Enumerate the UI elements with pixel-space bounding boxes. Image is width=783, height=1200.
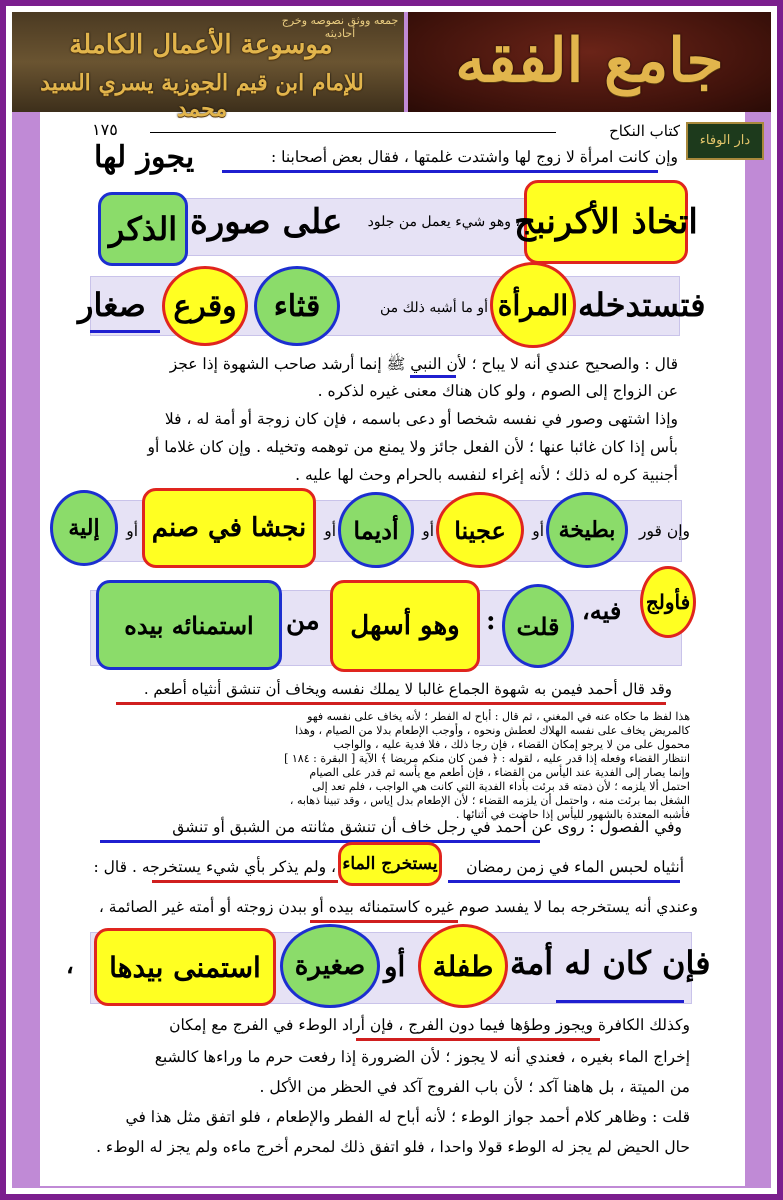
row4-or4: أو xyxy=(126,522,138,540)
para2: وقد قال أحمد فيمن به شهوة الجماع غالبا لا يملك نفسه ويخاف أن تنشق أنثياه أطعم . xyxy=(143,680,672,698)
footnote-line4: انتظار القضاء وفعله إذا قدر عليه ، لقوله : ﴿ فمن كان منكم مريضا ﴾ الآية [ البقرة : ١٨٤ ] xyxy=(284,752,690,765)
row7-a: أنثياه لحبس الماء في زمن رمضان xyxy=(466,858,684,876)
pill-qitha: قثاء xyxy=(254,266,340,346)
pill-marah: المرأة xyxy=(490,262,576,348)
compiler-note: جمعه ووثق نصوصه وخرج أحاديثه xyxy=(281,14,399,40)
para3-line3: من الميتة ، بل هاهنا آكد ؛ لأن باب الفروج آكد في الحظر من الأكل . xyxy=(259,1078,690,1096)
row3-small: أو ما أشبه ذلك من xyxy=(379,300,488,316)
row5-colon: : xyxy=(486,606,496,636)
pill-akranbaj: اتخاذ الأكرنبج xyxy=(524,180,688,264)
pill-ashal: وهو أسهل xyxy=(330,580,480,672)
banner-title-panel xyxy=(408,12,771,112)
pill-adim: أديما xyxy=(338,492,414,568)
para3-line4: قلت : وظاهر كلام أحمد جواز الوطء ؛ لأنه أباح له الفطر والإطعام ، فلو اتفق مثل هذا في xyxy=(125,1108,690,1126)
para1-line2: عن الزواج إلى الصوم ، ولو كان هناك معنى غيره لذكره . xyxy=(317,382,678,400)
row9-end: ، xyxy=(66,950,74,979)
row5-min: من xyxy=(286,606,320,636)
row3-big: فتستدخله xyxy=(578,286,706,324)
pill-istimna: استمنائه بيده xyxy=(96,580,282,670)
row1-big: يجوز لها xyxy=(94,140,195,175)
banner-series-panel xyxy=(12,12,404,122)
footnote-line6: احتمل ألا يلزمه ؛ لأن ذمته قد برئت بأداء الفدية التي كانت هي الواجب ، فلم تعد إلى xyxy=(312,780,690,793)
row2-small: ، وهو شيء يعمل من جلود xyxy=(367,214,520,230)
pill-najas-sanam: نجشا في صنم xyxy=(142,488,316,568)
pill-dhakar: الذكر xyxy=(98,192,188,266)
publisher-stamp: دار الوفاء xyxy=(686,122,764,160)
para1-line5: أجنبية كره له ذلك ؛ لأنه إغراء لنفسه بالحرام وحث لها عليه . xyxy=(295,466,678,484)
pill-fa-awlaj: فأولج xyxy=(640,566,696,638)
para3-line5: حال الحيض لم يجز له الوطء قولا واحدا ، فلو اتفق ذلك لمحرم أخرج ماءه ولم يجز له الوطء . xyxy=(96,1138,690,1156)
para1-line1: قال : والصحيح عندي أنه لا يباح ؛ لأن النبي ﷺ إنما أرشد صاحب الشهوة إذا عجز xyxy=(169,355,678,373)
pill-yastakhrij: يستخرج الماء xyxy=(338,842,442,886)
row2-big: على صورة xyxy=(190,202,343,242)
pill-saghira: صغيرة xyxy=(280,924,380,1008)
row5-fih: فيه، xyxy=(582,596,622,625)
para2-underline xyxy=(116,702,666,705)
row1-text: وإن كانت امرأة لا زوج لها واشتدت غلمتها ، فقال بعض أصحابنا : xyxy=(270,148,678,166)
para1-line3: وإذا اشتهى وصور في نفسه شخصا أو دعى باسمه ، فإن كان زوجة أو أمة له ، فلا xyxy=(164,410,678,428)
para3-underline xyxy=(356,1038,600,1041)
para1-underline xyxy=(410,375,456,378)
header-banner xyxy=(12,12,771,122)
running-header-book: كتاب النكاح xyxy=(609,122,680,140)
para3-line2: إخراج الماء بغيره ، فعندي أنه لا يجوز ؛ لأن الضرورة إذا رفعت حرم ما وراءها كالشبع xyxy=(154,1048,690,1066)
row4-lead: وإن قور xyxy=(638,522,690,540)
row7-underline-blue xyxy=(448,880,680,883)
footnote-line7: الشغل بما برئت منه ، واحتمل أن يلزمه القضاء ؛ لأن الإطعام بدل إياس ، وقد تبينا ذهابه ، xyxy=(289,794,690,807)
pill-qar: وقرع xyxy=(162,266,248,346)
page-number: ١٧٥ xyxy=(92,120,118,139)
row1-underline xyxy=(222,170,658,173)
row7-underline-red xyxy=(152,880,338,883)
book-title: جامع الفقه xyxy=(455,26,724,96)
row6: وفي الفصول : روى عن أحمد في رجل خاف أن تنشق مثانته من الشبق أو تنشق xyxy=(172,818,682,836)
running-header-rule xyxy=(150,132,556,133)
pill-sighar: صغار xyxy=(78,286,146,324)
footnote-line5: وإنما يصار إلى الفدية عند اليأس من القضاء ، فإن أطعم مع يأسه ثم قدر على الصيام xyxy=(309,766,690,779)
footnote-line1: هذا لفظ ما حكاه عنه في المغني ، ثم قال : أباح له الفطر ؛ لأنه يخاف على نفسه فهو xyxy=(307,710,690,723)
row9-underline xyxy=(556,1000,684,1003)
author-name: للإمام ابن قيم الجوزية يسري السيد محمد xyxy=(40,70,364,122)
pill-battikha: بطيخة xyxy=(546,492,628,568)
row8-underline xyxy=(310,920,458,923)
pill-ilya: إلية xyxy=(50,490,118,566)
pill-istamna: استمنى بيدها xyxy=(94,928,276,1006)
footnote-line8: فأشبه المعتدة بالشهور لليأس إذا حاضت في أثنائها . xyxy=(455,808,690,821)
row7-b: ، ولم يذكر بأي شيء يستخرجه . قال : xyxy=(93,858,336,876)
row8: وعندي أنه يستخرجه بما لا يفسد صوم غيره كاستمنائه بيده أو ببدن زوجته أو أمته غير الصائمة ، xyxy=(98,898,698,916)
pill-tifla: طفلة xyxy=(418,924,508,1008)
row6-underline xyxy=(100,840,540,843)
row9-big: فإن كان له أمة xyxy=(510,944,711,982)
row4-or1: أو xyxy=(532,522,544,540)
footnote-line2: كالمريض يخاف على نفسه الهلاك لعطش ونحوه ، وأوجب الإطعام بدلا من الصيام ، وهذا xyxy=(295,724,690,737)
para1-line4: بأس إذا كان غائبا عنها ؛ لأن الفعل جائز ولا يمنع من توهمه وتخيله . وإن كان غلاما أو xyxy=(147,438,678,456)
footnote-line3: محمول على من لا يرجو إمكان القضاء ، فإن رجا ذلك ، فلا فدية عليه ، والواجب xyxy=(333,738,690,751)
row3-underline xyxy=(90,330,160,333)
pill-qult: قلت xyxy=(502,584,574,668)
para3-line1: وكذلك الكافرة ويجوز وطؤها فيما دون الفرج ، فإن أراد الوطء في الفرج مع إمكان xyxy=(169,1016,690,1034)
pill-ajin: عجينا xyxy=(436,492,524,568)
series-title: موسوعة الأعمال الكاملة xyxy=(69,30,333,60)
row9-or: أو xyxy=(384,950,406,983)
row4-or2: أو xyxy=(422,522,434,540)
row4-or3: أو xyxy=(324,522,336,540)
